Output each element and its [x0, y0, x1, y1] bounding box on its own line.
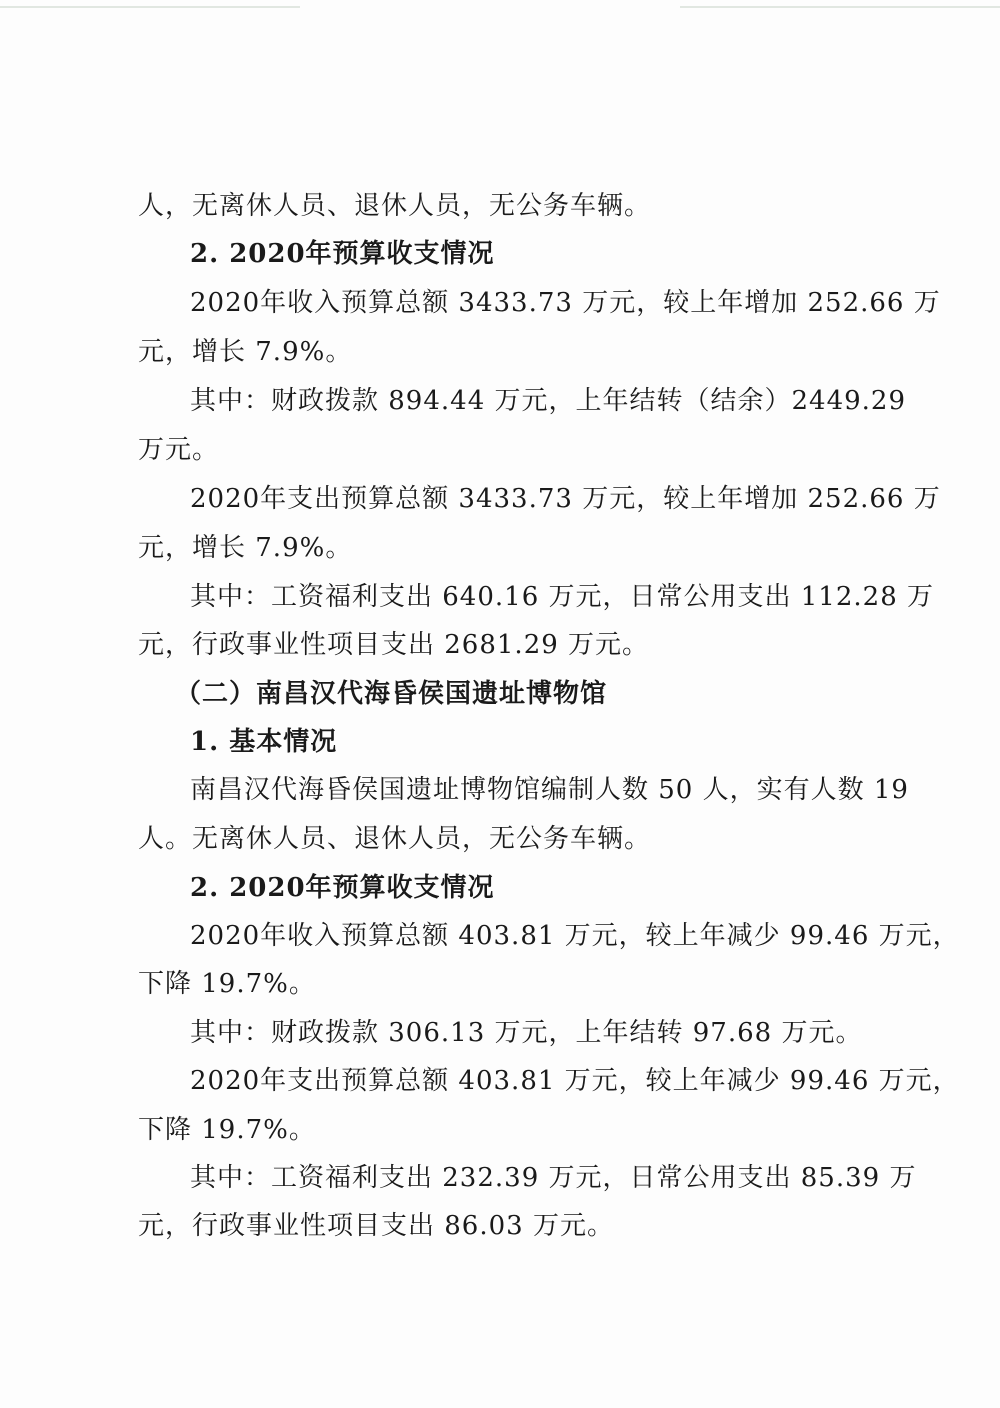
paragraph-line: 2020年收入预算总额 3433.73 万元，较上年增加 252.66 万: [190, 288, 941, 318]
paragraph-line: 元，行政事业性项目支出 86.03 万元。: [138, 1211, 614, 1241]
section-heading: （二）南昌汉代海昏侯国遗址博物馆: [175, 679, 608, 709]
paragraph-line: 下降 19.7%。: [138, 1115, 316, 1145]
scan-artifact: [0, 6, 300, 8]
paragraph-line: 元，增长 7.9%。: [138, 533, 353, 563]
paragraph-line: 其中：工资福利支出 640.16 万元，日常公用支出 112.28 万: [190, 582, 935, 612]
paragraph-line: 其中：财政拨款 306.13 万元，上年结转 97.68 万元。: [190, 1018, 863, 1048]
paragraph-line: 2020年收入预算总额 403.81 万元，较上年减少 99.46 万元，: [190, 921, 960, 951]
paragraph-line: 人，无离休人员、退休人员，无公务车辆。: [138, 191, 652, 221]
paragraph-line: 2020年支出预算总额 3433.73 万元，较上年增加 252.66 万: [190, 484, 941, 514]
section-heading: 2. 2020年预算收支情况: [190, 239, 495, 269]
paragraph-line: 南昌汉代海昏侯国遗址博物馆编制人数 50 人，实有人数 19: [190, 775, 909, 805]
paragraph-line: 下降 19.7%。: [138, 969, 316, 999]
section-heading: 2. 2020年预算收支情况: [190, 873, 495, 903]
paragraph-line: 其中：财政拨款 894.44 万元，上年结转（结余）2449.29: [190, 386, 907, 416]
paragraph-line: 其中：工资福利支出 232.39 万元，日常公用支出 85.39 万: [190, 1163, 917, 1193]
paragraph-line: 元，行政事业性项目支出 2681.29 万元。: [138, 630, 650, 660]
scan-artifact: [680, 6, 1000, 8]
paragraph-line: 人。无离休人员、退休人员，无公务车辆。: [138, 824, 652, 854]
section-heading: 1. 基本情况: [190, 727, 338, 757]
paragraph-line: 元，增长 7.9%。: [138, 337, 353, 367]
paragraph-line: 万元。: [138, 435, 220, 465]
paragraph-line: 2020年支出预算总额 403.81 万元，较上年减少 99.46 万元，: [190, 1066, 960, 1096]
